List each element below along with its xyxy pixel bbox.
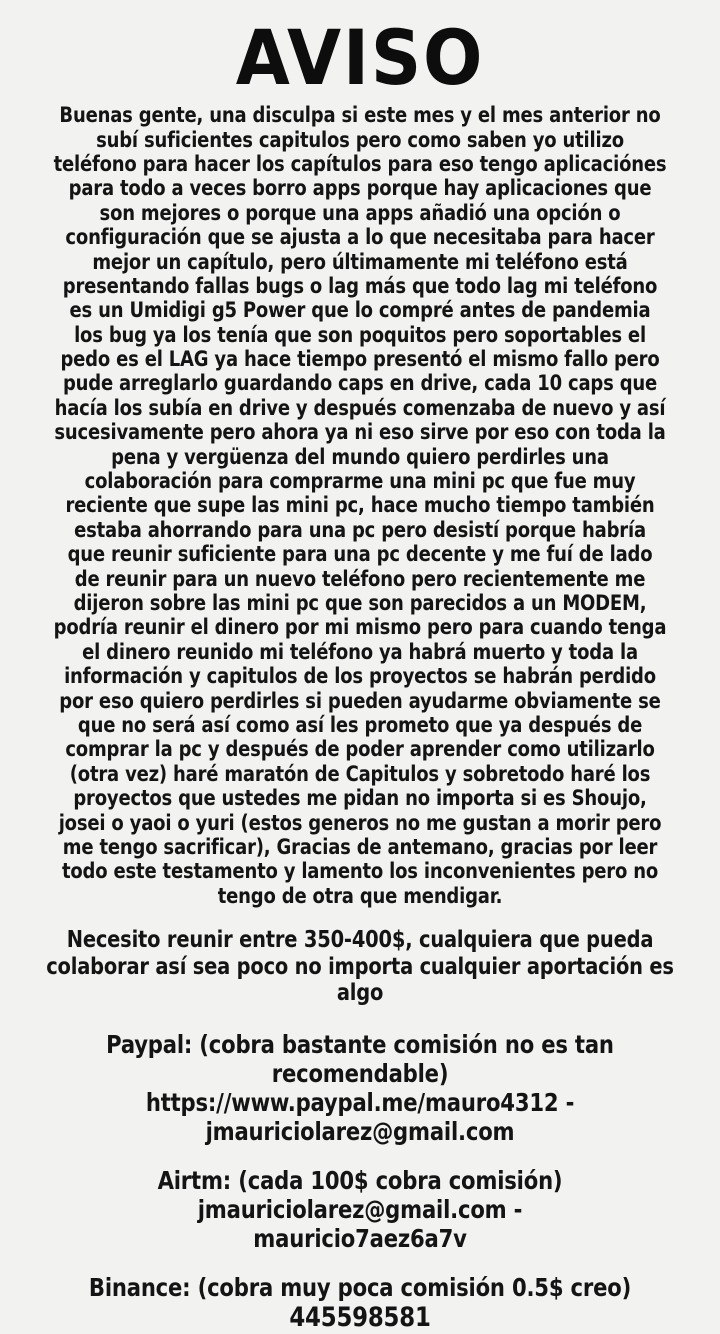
paypal-link[interactable]: https://www.paypal.me/mauro4312 - bbox=[145, 1088, 575, 1118]
airtm-heading: Airtm: (cada 100$ cobra comisión) bbox=[157, 1166, 563, 1196]
page-title: AVISO bbox=[235, 13, 485, 102]
fundraising-goal-text: Necesito reunir entre 350-400$, cualquiera que pueda colaborar así sea poco no importa cualquier aportación es algo bbox=[46, 927, 674, 1006]
airtm-username[interactable]: mauricio7aez6a7v bbox=[253, 1224, 467, 1254]
notice-body-text: Buenas gente, una disculpa si este mes y el mes anterior no subí suficientes capitulos pero como saben yo utilizo teléfono para hacer los capítulos para eso tengo aplicaciónes para todo a veces borro apps porque hay aplicaciones que son mejores o porque una apps añadió una opción o configuración que se ajusta a lo que necesitaba para hacer mejor un capítulo, pero últimamente mi teléfono está presentando fallas bugs o lag más que todo lag mi teléfono es un Umidigi g5 Power que lo compré antes de pandemia los bug ya los tenía que son poquitos pero soportables el pedo es el LAG ya hace tiempo presentó el mismo fallo pero pude arreglarlo guardando caps en drive, cada 10 caps que hacía los subía en drive y después comenzaba de nuevo y así sucesivamente pero ahora ya ni eso sirve por eso con toda la pena y vergüenza del mundo quiero perdirles una colaboración para comprarme una mini pc que fue muy reciente que supe las mini pc, hace mucho tiempo también estaba ahorrando para una pc pero desistí porque habría que reunir suficiente para una pc decente y me fuí de lado de reunir para un nuevo teléfono pero recientemente me dijeron sobre las mini pc que son parecidos a un MODEM, podría reunir el dinero por mi mismo pero para cuando tenga el dinero reunido mi teléfono ya habrá muerto y toda la información y capitulos de los proyectos se habrán perdido por eso quiero perdirles si pueden ayudarme obviamente se que no será así como así les prometo que ya después de comprar la pc y después de poder aprender como utilizarlo (otra vez) haré maratón de Capitulos y sobretodo haré los proyectos que ustedes me pidan no importa si es Shoujo, josei o yaoi o yuri (estos generos no me gustan a morir pero me tengo sacrificar), Gracias de antemano, gracias por leer todo este testamento y lamento los inconvenientes pero no tengo de otra que mendigar. bbox=[53, 103, 667, 909]
payment-method-binance bbox=[40, 1273, 679, 1333]
binance-id[interactable]: 445598581 bbox=[289, 1302, 431, 1334]
payment-method-airtm bbox=[40, 1166, 679, 1253]
binance-heading: Binance: (cobra muy poca comisión 0.5$ creo) bbox=[88, 1273, 632, 1303]
payment-method-paypal bbox=[40, 1030, 679, 1146]
airtm-email[interactable]: jmauriciolarez@gmail.com - bbox=[197, 1195, 523, 1225]
paypal-email[interactable]: jmauriciolarez@gmail.com bbox=[205, 1117, 515, 1147]
paypal-heading: Paypal: (cobra bastante comisión no es tan recomendable) bbox=[106, 1030, 614, 1089]
